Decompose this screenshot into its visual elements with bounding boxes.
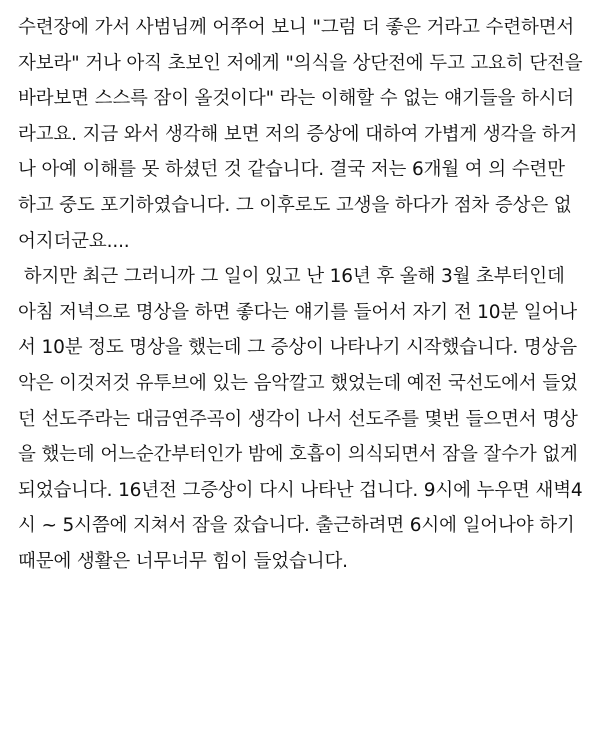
paragraph-2: 하지만 최근 그러니까 그 일이 있고 난 16년 후 올해 3월 초부터인데 아침 저녁으로 명상을 하면 좋다는 얘기를 들어서 자기 전 10분 일어나서 10분 정도 명상을 했는데 그 증상이 나타나기 시작했습니다. 명상음악은 이것저것 유투브에 있는 음악깔고 했었는데 예전 국선도에서 들었던 선도주라는 대금연주곡이 생각이 나서 선도주를 몇번 들으면서 명상을 했는데 어느순간부터인가 밤에 호흡이 의식되면서 잠을 잘수가 없게 되었습니다. 16년전 그증상이 다시 나타난 겁니다. 9시에 누우면 새벽4시 ~ 5시쯤에 지쳐서 잠을 잤습니다. 출근하려면 6시에 일어나야 하기 때문에 생활은 너무너무 힘이 들었습니다.	[18, 266, 584, 572]
paragraph-1: 수련장에 가서 사범님께 어쭈어 보니 "그럼 더 좋은 거라고 수련하면서 자보라" 거나 아직 초보인 저에게 "의식을 상단전에 두고 고요히 단전을 바라보면 스스륵 잠이 올것이다" 라는 이해할 수 없는 얘기들을 하시더라고요. 지금 와서 생각해 보면 저의 증상에 대하여 가볍게 생각을 하거나 아예 이해를 못 하셨던 것 같습니다. 결국 저는 6개월 여 의 수련만 하고 중도 포기하였습니다. 그 이후로도 고생을 하다가 점차 증상은 없어지더군요....	[18, 17, 589, 252]
document-body	[18, 10, 589, 580]
